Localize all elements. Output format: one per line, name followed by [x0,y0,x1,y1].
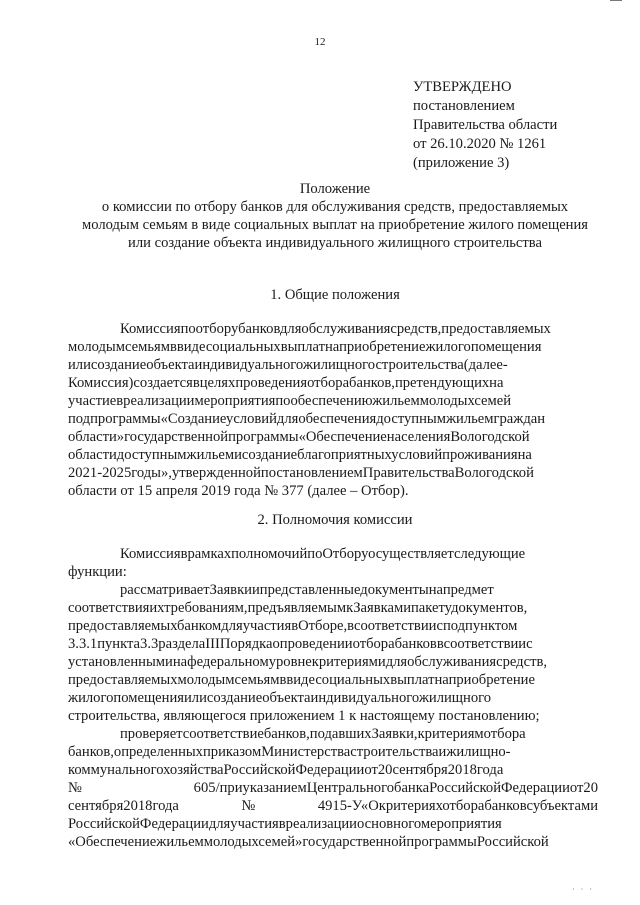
text-line: сентября2018года№4915-У«Окритерияхотборабанковсубъектами [68,798,598,814]
approval-line: от 26.10.2020 № 1261 [413,136,547,152]
text-line: функции: [68,564,127,580]
text-line: 2021-2025годы»,утвержденнойпостановлениемПравительстваВологодской [68,465,534,481]
approval-line: УТВЕРЖДЕНО [413,79,512,95]
text-line: области от 15 апреля 2019 года № 377 (далее – Отбор). [68,483,409,499]
page-number: 12 [314,36,326,48]
section-body [68,545,598,851]
title-line: или создание объекта индивидуального жилищного строительства [128,235,542,251]
text-line: Комиссияпоотборубанковдляобслуживаниясредств,предоставляемых [120,321,551,337]
approval-line: Правительства области [413,117,558,133]
text-line: установленныминафедеральномуровнекритериямидляобслуживаниясредств, [68,654,548,670]
scan-mark [610,0,622,3]
text-line: №605/приуказаниемЦентральногобанкаРоссийскойФедерацииот20 [68,780,598,796]
title-line: Положение [299,181,371,197]
text-line: жилогопомещенияилисозданиеобъектаиндивидуальногожилищного [68,690,492,706]
text-line: предоставляемыхмолодымсемьямввидесоциальныхвыплатнаприобретение [68,672,535,688]
text-line: соответствияихтребованиям,предъявляемымкЗаявкамипакетудокументов, [68,600,528,616]
text-line: коммунальногохозяйстваРоссийскойФедерацииот20сентября2018года [68,762,504,778]
text-line: подпрограммы«Созданиеусловийдляобеспечениядоступнымжильемграждан [68,411,546,427]
approval-line: постановлением [413,98,515,114]
text-line: области»государственнойпрограммы«ОбеспечениенаселенияВологодской [68,429,530,445]
text-line: банков,определенныхприказомМинистерствастроительстваижилищно- [68,744,511,760]
approval-line: (приложение 3) [413,155,510,171]
scan-footer-mark: · · · [572,885,594,894]
section-body [68,320,598,500]
text-line: проверяетсоответствиебанков,подавшихЗаявки,критериямотбора [120,726,526,742]
text-line: рассматриваетЗаявкиипредставленныедокументынапредмет [120,582,494,598]
title-line: молодым семьям в виде социальных выплат на приобретение жилого помещения [81,217,588,233]
section-heading: 1. Общие положения [270,287,400,303]
text-line: Комиссия)создаетсявцеляхпроведенияотборабанков,претендующихна [68,375,504,391]
text-line: КомиссияврамкахполномочийпоОтборуосуществляетследующие [120,546,526,562]
text-line: 3.3.1пункта3.3разделаIIIПорядкаопроведенииотборабанковвсоответствиис [68,636,533,652]
text-line: «Обеспечениежильеммолодыхсемей»государственнойпрограммыРоссийской [68,834,549,850]
text-line: илисозданиеобъектаиндивидуальногожилищногостроительства(далее- [68,357,508,373]
text-line: молодымсемьямввидесоциальныхвыплатнаприобретениежилогопомещения [68,339,542,355]
approval-stamp [413,78,628,173]
text-line: строительства, являющегося приложением 1 к настоящему постановлению; [68,708,540,724]
text-line: участиевреализациимероприятияпообеспечениюжильеммолодыхсемей [68,393,512,409]
title-line: о комиссии по отбору банков для обслуживания средств, предоставляемых [101,199,569,215]
text-line: предоставляемыхбанкомдляучастиявОтборе,всоответствиисподпунктом [68,618,518,634]
document-title [40,180,630,252]
section-heading: 2. Полномочия комиссии [257,512,413,528]
text-line: РоссийскойФедерациидляучастиявреализацииосновногомероприятия [68,816,502,832]
text-line: областидоступнымжильемисозданиеблагоприятныхусловийпроживанияна [68,447,532,463]
